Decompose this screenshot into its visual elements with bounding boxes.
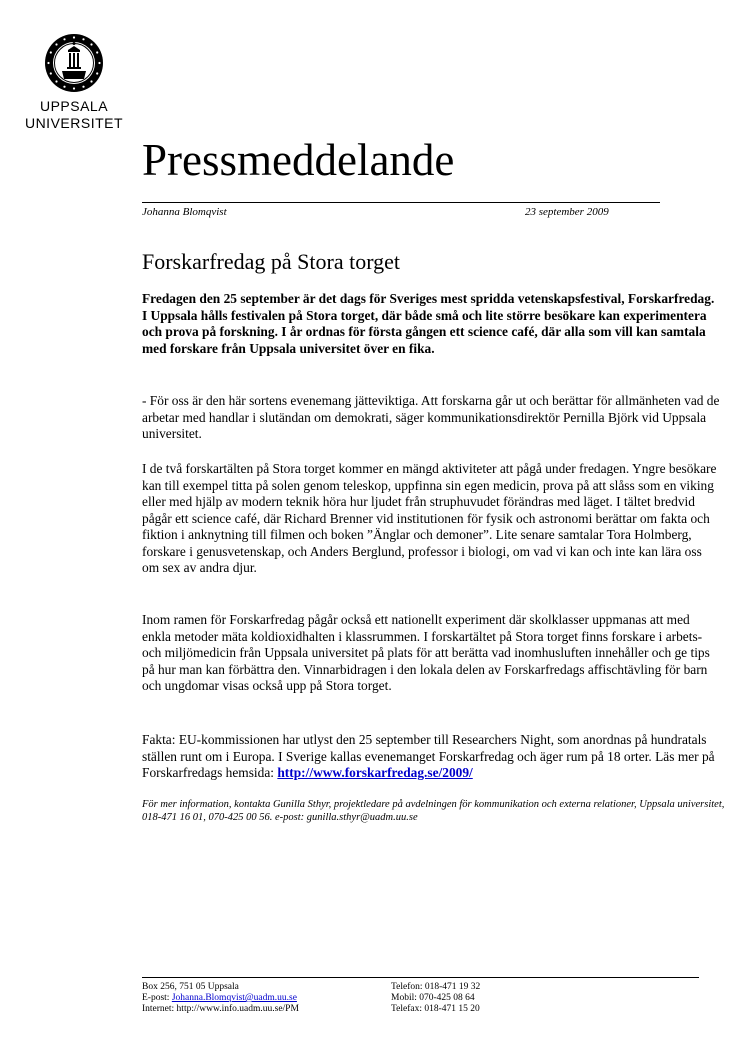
- article-headline: Forskarfredag på Stora torget: [142, 249, 401, 274]
- footer-email-link[interactable]: Johanna.Blomqvist@uadm.uu.se: [171, 993, 297, 1003]
- footer-contact-left: [142, 982, 299, 1015]
- author-name: Johanna Blomqvist: [142, 206, 227, 218]
- lead-paragraph: Fredagen den 25 september är det dags för Sveriges mest spridda vetenskapsfestival, Forskarfredag. I Uppsala hålls festivalen på Stora torget, där både små och lite större besökare kan experimentera och prova på forskning. I år ordnas för första gången ett science café, där alla som vill kan samtala med forskare från Uppsala universitet över en fika.: [142, 291, 715, 356]
- body-paragraph-3: Inom ramen för Forskarfredag pågår också ett nationellt experiment där skolklasser uppmanas att med enkla metoder mäta koldioxidhalten i klassrummen. I forskartältet på Stora torget finns forskare i arbets- och miljömedicin från Uppsala universitet på plats för att berätta vad inomhusluften innehåller och ge tips på hur man kan förbättra den. Vinnarbidragen i den lokala delen av Forskarfredags affischtävling för barn och ungdomar visas också upp på Stora torget.: [142, 612, 710, 693]
- footer-mobile: Mobil: 070-425 08 64: [391, 993, 475, 1003]
- logo-text-uppsala: UPPSALA: [39, 98, 109, 114]
- footer-divider: [142, 977, 699, 978]
- logo-text-universitet: UNIVERSITET: [24, 115, 124, 131]
- footer-phone: Telefon: 018-471 19 32: [391, 982, 481, 992]
- footer-contact-right: [391, 982, 480, 1015]
- document-title: Pressmeddelande: [142, 135, 455, 185]
- body-paragraph-2: I de två forskartälten på Stora torget kommer en mängd aktiviteter att pågå under fredagen. Yngre besökare kan till exempel titta på solen genom teleskop, uppfinna sin egen medicin, prova på att slåss som en viking eller med hjälp av modern teknik höra hur ljudet från struphuvudet förändras med läget. I tältet bredvid pågår ett science café, där Richard Brenner vid institutionen för fysik och astronomi berättar om fakta och fiktion i anknytning till filmen och boken ”Änglar och demoner”. Lite senare samtalar Tora Holmberg, forskare i genusvetenskap, och Anders Berglund, professor i biologi, om vad vi kan och inte kan lära oss om sex av andra djur.: [142, 461, 717, 575]
- forskarfredag-link[interactable]: http://www.forskarfredag.se/2009/: [277, 765, 473, 780]
- facts-text: Fakta: EU-kommissionen har utlyst den 25 september till Researchers Night, som anordnas på hundratals ställen runt om i Europa. I Sverige kallas evenemanget Forskarfredag och äger rum på 18 orter. Läs mer på Forskarfredags hemsida:: [142, 732, 715, 780]
- footer-address: Box 256, 751 05 Uppsala: [142, 982, 239, 992]
- university-seal-icon: [44, 33, 104, 93]
- footer-fax: Telefax: 018-471 15 20: [391, 1004, 480, 1014]
- facts-paragraph: [142, 732, 720, 782]
- body-paragraph-1: - För oss är den här sortens evenemang jätteviktiga. Att forskarna går ut och berättar för allmänheten vad de arbetar med handlar i slutändan om demokrati, säger kommunikationsdirektör Pernilla Björk vid Uppsala universitet.: [142, 393, 720, 441]
- footer-internet: Internet: http://www.info.uadm.uu.se/PM: [142, 1004, 299, 1014]
- footer-email-line: [142, 993, 299, 1004]
- contact-info: För mer information, kontakta Gunilla Sthyr, projektledare på avdelningen för kommunikation och externa relationer, Uppsala universitet, 018-471 16 01, 070-425 00 56. e-post: gunilla.sthyr@uadm.uu.se: [142, 799, 725, 823]
- title-divider: [142, 202, 660, 203]
- release-date: 23 september 2009: [525, 206, 609, 218]
- footer-email-prefix: E-post:: [142, 993, 172, 1003]
